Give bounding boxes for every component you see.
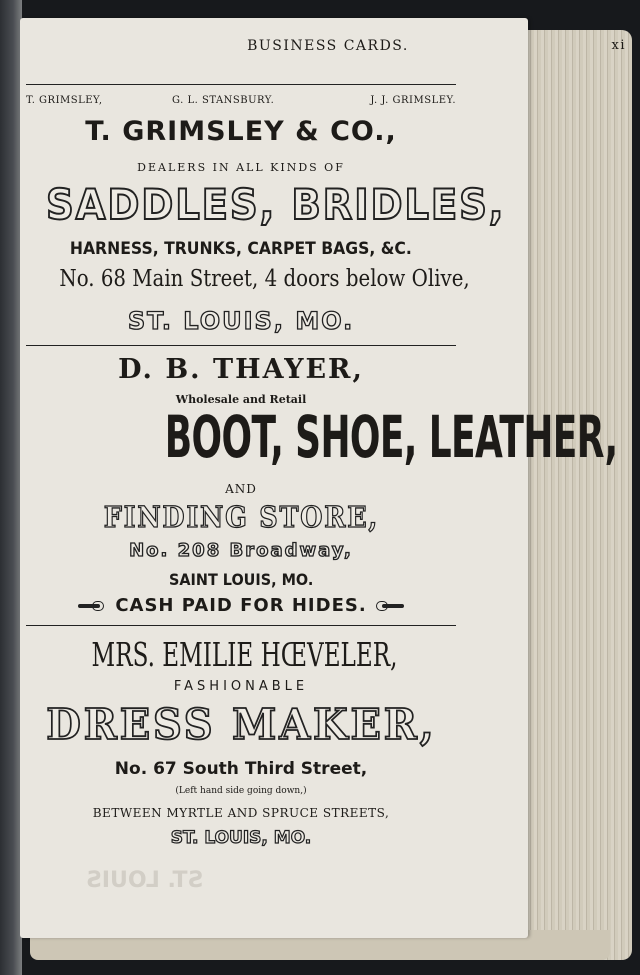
grimsley-address-wrap [26,266,470,292]
thayer-city-wrap [26,570,456,589]
hoeveler-fashionable: FASHIONABLE [173,679,309,694]
thayer-tagline: Wholesale and Retail [175,393,307,406]
thayer-store-wrap [26,500,456,534]
partner-name: J. J. GRIMSLEY. [370,95,456,106]
thayer-city: SAINT LOUIS, MO. [168,570,314,589]
book-page [20,18,528,938]
thayer-cash-line [26,595,456,616]
thayer-headline: BOOT, SHOE, LEATHER, [164,403,618,471]
partner-name: T. GRIMSLEY, [26,95,103,106]
thayer-cash: CASH PAID FOR HIDES. [115,595,367,616]
grimsley-goods: HARNESS, TRUNKS, CARPET BAGS, &C. [70,239,412,259]
thayer-and: AND [225,482,257,496]
page-header [26,38,630,62]
grimsley-address: No. 68 Main Street, 4 doors below Olive, [59,266,470,292]
page-edges [520,30,632,960]
grimsley-headline: SADDLES, BRIDLES, [45,180,506,229]
ad-divider [26,345,456,346]
hoeveler-between: BETWEEN MYRTLE AND SPRUCE STREETS, [92,806,390,820]
hoeveler-headline: DRESS MAKER, [45,700,437,749]
thayer-address: No. 208 Broadway, [129,540,353,561]
grimsley-company: T. GRIMSLEY & CO., [85,116,397,147]
ad-divider [26,625,456,626]
grimsley-headline-wrap [26,180,506,234]
hoeveler-city: ST. LOUIS, MO. [170,828,312,848]
hoeveler-note: (Left hand side going down,) [175,786,307,796]
thayer-name: D. B. THAYER, [118,354,364,385]
hoeveler-name: MRS. EMILIE HŒVELER, [91,635,398,674]
page-number: xi [611,38,626,53]
grimsley-dealers: DEALERS IN ALL KINDS OF [137,161,345,174]
hoeveler-headline-wrap [26,700,456,749]
thayer-headline-wrap [26,403,618,475]
grimsley-city: ST. LOUIS, MO. [127,307,355,335]
partner-name: G. L. STANSBURY. [172,95,275,106]
pointing-hand-icon [78,601,108,611]
bleed-through-text: ST. LOUIS [86,868,204,893]
book-spine [0,0,22,975]
hoeveler-name-wrap [26,635,456,674]
hoeveler-address: No. 67 South Third Street, [114,759,368,779]
header-title: BUSINESS CARDS. [247,38,409,54]
header-rule [26,84,456,85]
thayer-store: FINDING STORE, [103,500,379,534]
pointing-hand-icon [374,601,404,611]
grimsley-goods-wrap [26,239,456,259]
